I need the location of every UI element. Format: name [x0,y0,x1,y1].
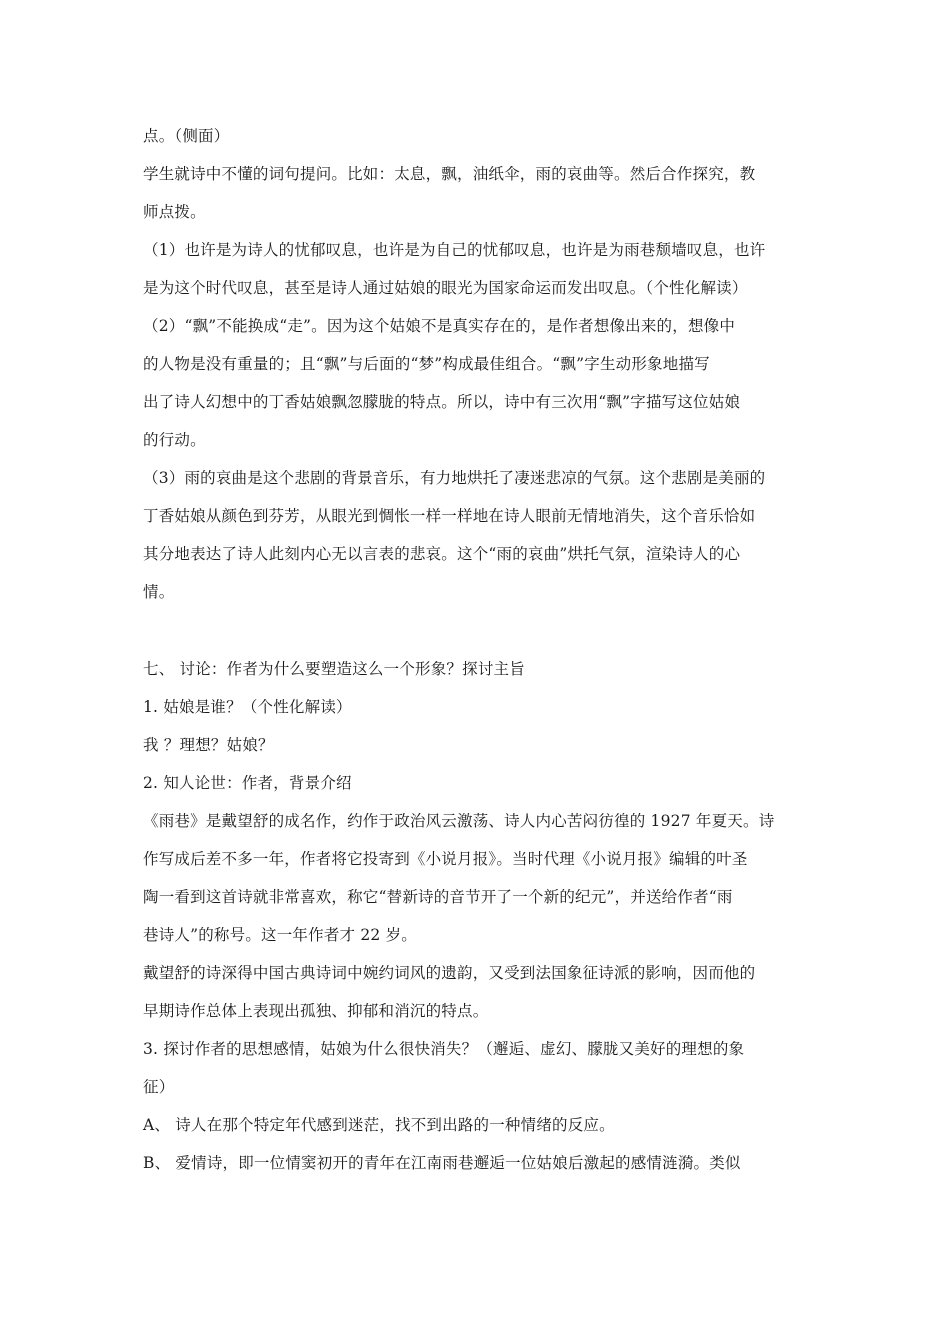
text-line: 学生就诗中不懂的词句提问。比如：太息，飘，油纸伞，雨的哀曲等。然后合作探究，教 [143,165,756,183]
text-line: 点。（侧面） [143,127,230,145]
text-line: A、 诗人在那个特定年代感到迷茫，找不到出路的一种情绪的反应。 [143,1116,615,1134]
text-line: 戴望舒的诗深得中国古典诗词中婉约词风的遗韵，又受到法国象征诗派的影响，因而他的 [143,964,756,982]
text-line: 1. 姑娘是谁？（个性化解读） [143,698,352,716]
text-line: 征） [143,1078,175,1096]
text-line: 师点拨。 [143,203,206,221]
text-line: B、 爱情诗，即一位情窦初开的青年在江南雨巷邂逅一位姑娘后激起的感情涟漪。类似 [143,1154,741,1172]
text-line: 3. 探讨作者的思想感情，姑娘为什么很快消失？（邂逅、虚幻、朦胧又美好的理想的象 [143,1040,745,1058]
text-line: 2. 知人论世：作者，背景介绍 [143,774,352,792]
text-line: 巷诗人”的称号。这一年作者才 22 岁。 [143,926,418,944]
text-line: （1）也许是为诗人的忧郁叹息，也许是为自己的忧郁叹息，也许是为雨巷颓墙叹息，也许 [143,241,766,259]
text-line: 我 ？理想？姑娘？ [143,736,274,754]
text-line: 作写成后差不多一年，作者将它投寄到《小说月报》。当时代理《小说月报》编辑的叶圣 [143,850,748,868]
text-line: （2）“飘”不能换成“走”。因为这个姑娘不是真实存在的，是作者想像出来的，想像中 [143,317,736,335]
text-line: 其分地表达了诗人此刻内心无以言表的悲哀。这个“雨的哀曲”烘托气氛，渲染诗人的心 [143,545,741,563]
text-line: 早期诗作总体上表现出孤独、抑郁和消沉的特点。 [143,1002,489,1020]
text-line: 的行动。 [143,431,206,449]
section-heading: 七、 讨论：作者为什么要塑造这么一个形象？探讨主旨 [143,660,525,678]
text-line: 情。 [143,583,175,601]
text-line: 丁香姑娘从颜色到芬芳，从眼光到惆怅一样一样地在诗人眼前无情地消失，这个音乐恰如 [143,507,756,525]
text-line: 陶一看到这首诗就非常喜欢，称它“替新诗的音节开了一个新的纪元”，并送给作者“雨 [143,888,733,906]
text-line: 出了诗人幻想中的丁香姑娘飘忽朦胧的特点。所以，诗中有三次用“飘”字描写这位姑娘 [143,393,741,411]
text-line: 的人物是没有重量的；且“飘”与后面的“梦”构成最佳组合。“飘”字生动形象地描写 [143,355,710,373]
text-line: 是为这个时代叹息，甚至是诗人通过姑娘的眼光为国家命运而发出叹息。（个性化解读） [143,279,748,297]
text-line: 《雨巷》是戴望舒的成名作，约作于政治风云激荡、诗人内心苦闷彷徨的 1927 年夏天。诗 [143,812,775,830]
text-line: （3）雨的哀曲是这个悲剧的背景音乐，有力地烘托了凄迷悲凉的气氛。这个悲剧是美丽的 [143,469,766,487]
